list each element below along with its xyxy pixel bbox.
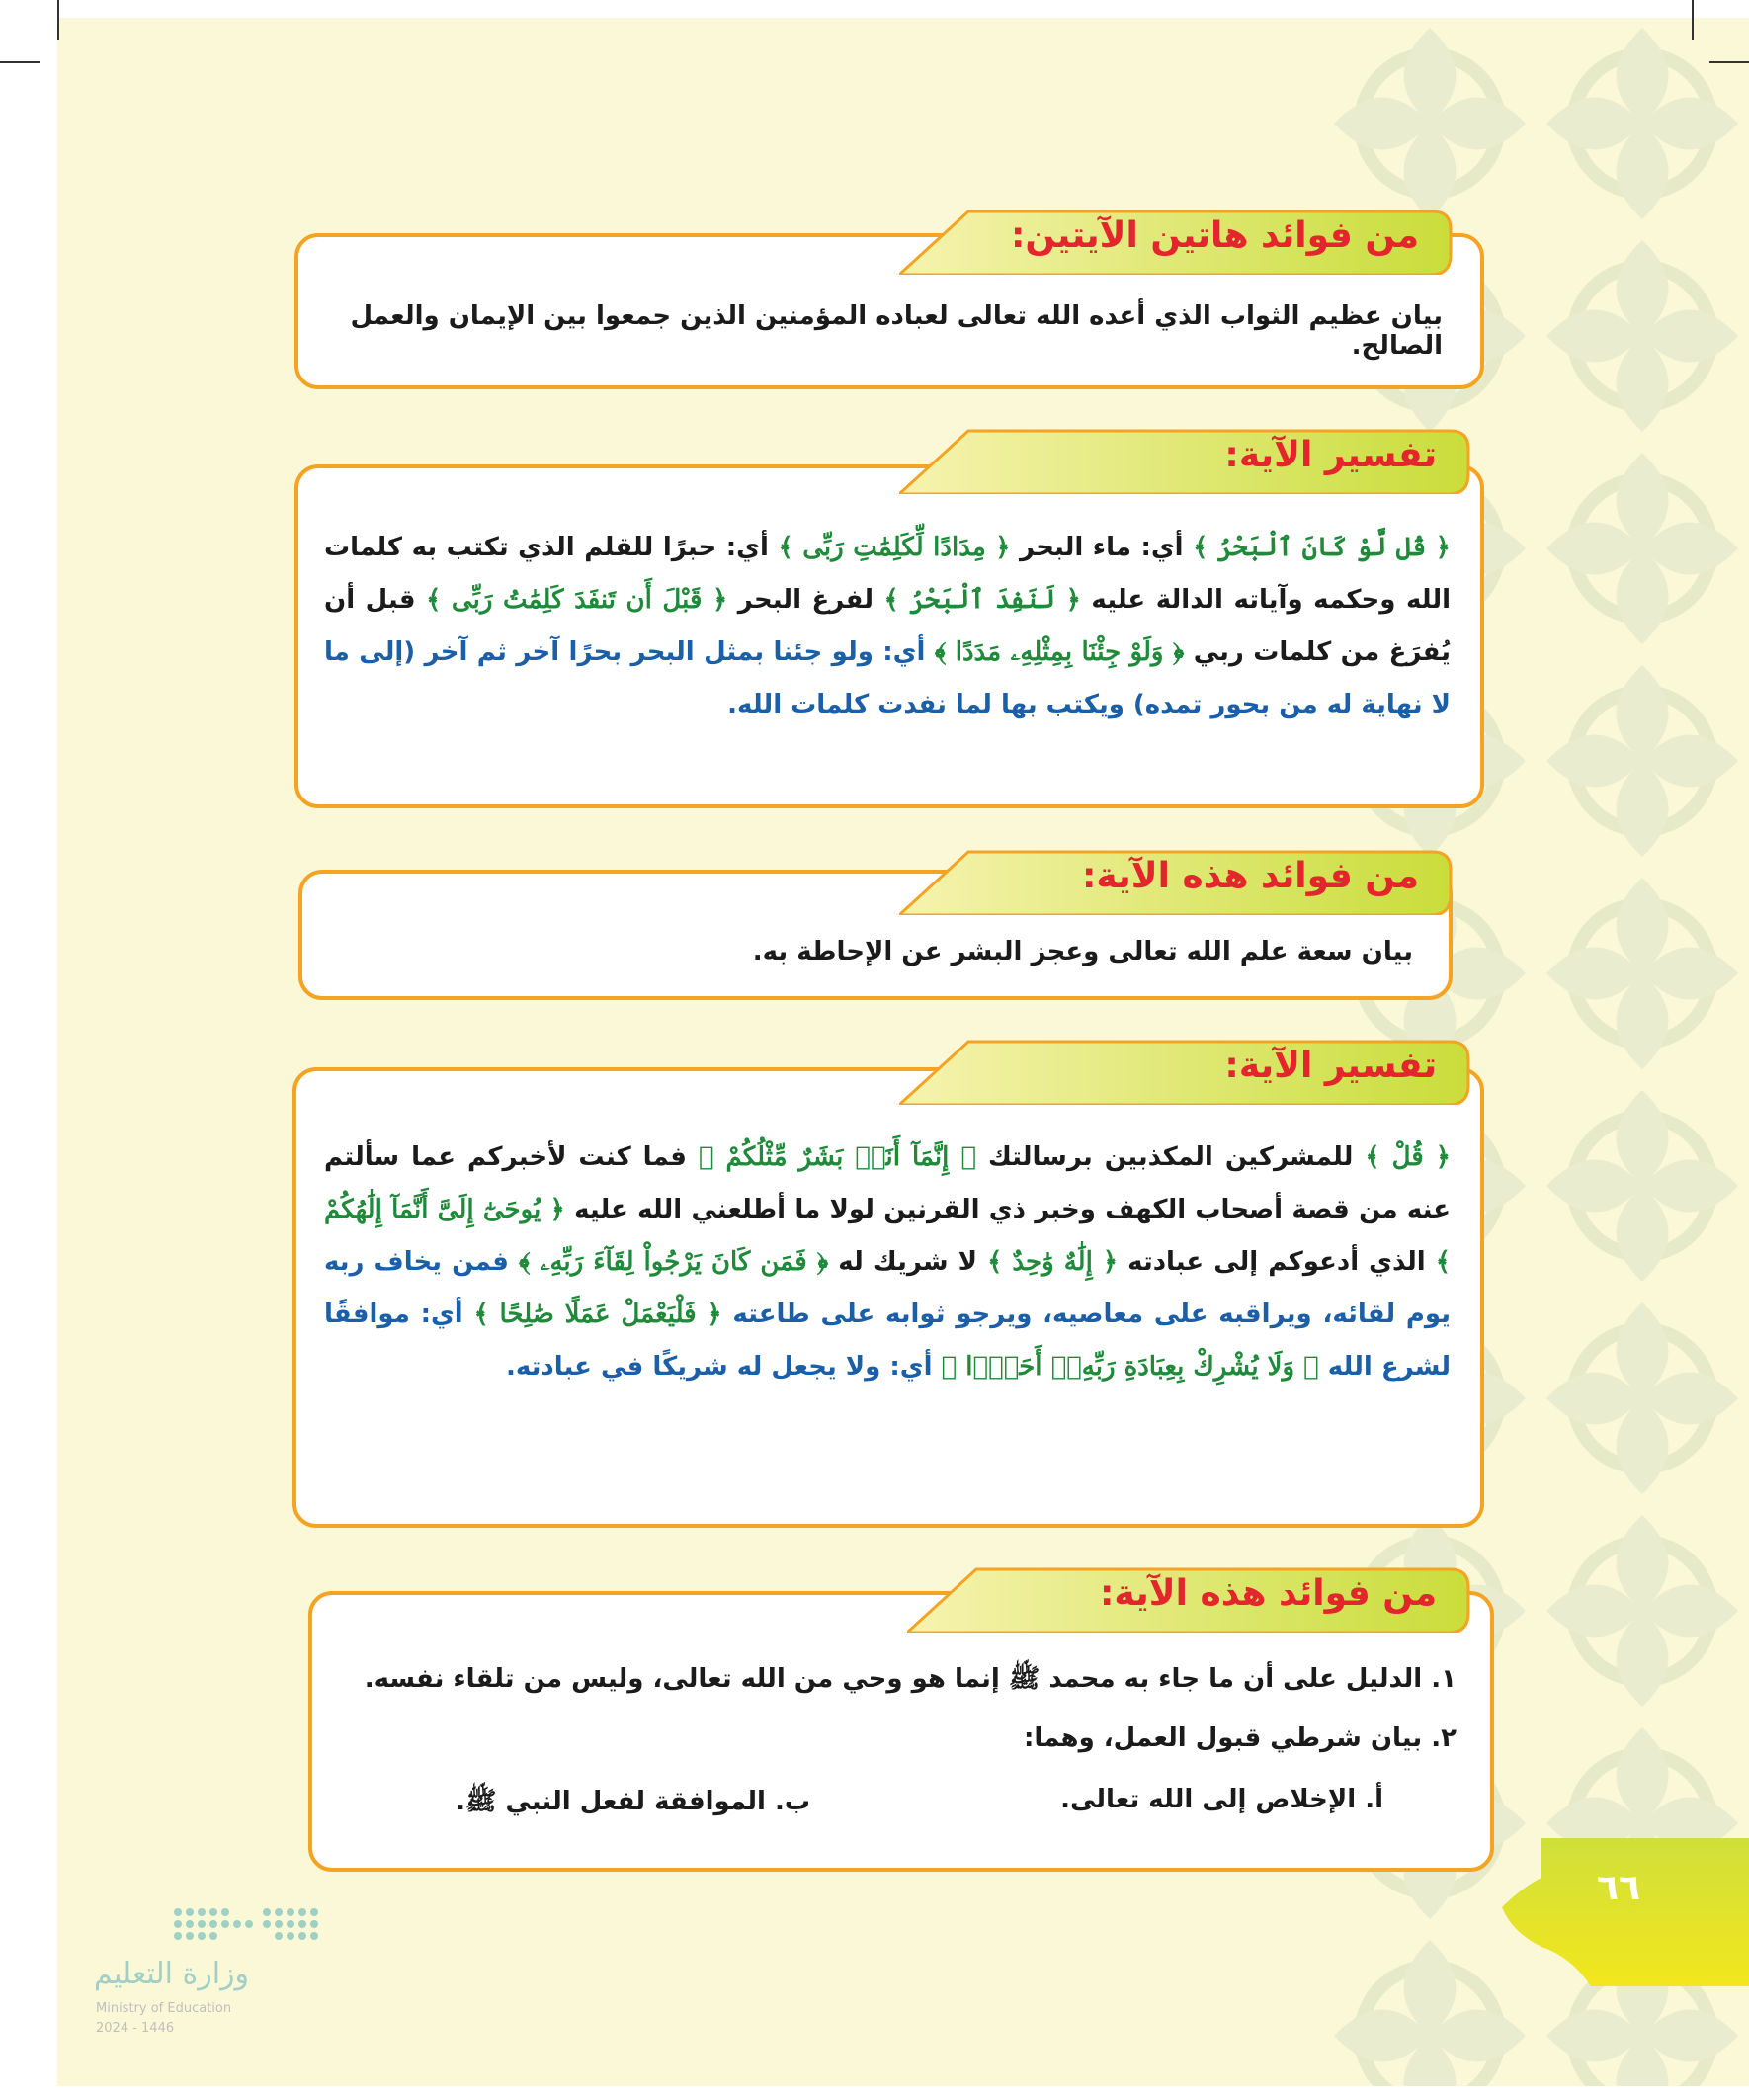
explanation-text: أي: حبرًا للقلم الذي تكتب به كلمات الله وحكمه وآياته الدالة عليه bbox=[324, 533, 1452, 615]
crop-mark bbox=[0, 61, 40, 63]
explanation-text: (إلى ما لا نهاية له من بحور تمده) ويكتب بها لما نفدت كلمات الله. bbox=[324, 637, 1451, 719]
quran-verse: ﴿ وَلَا يُشْرِكْ بِعِبَادَةِ رَبِّهِۦٓ أَحَدًۢا ﴾ bbox=[941, 1352, 1319, 1382]
explanation-text: الذي أدعوكم إلى عبادته bbox=[1118, 1247, 1436, 1277]
explanation-text: لفرغ البحر bbox=[727, 585, 884, 615]
page-number-badge bbox=[1502, 1838, 1749, 1986]
benefit-text: بيان عظيم الثواب الذي أعده الله تعالى لعباده المؤمنين الذين جمعوا بين الإيمان والعمل الصالح. bbox=[350, 301, 1443, 361]
quran-verse: ﴿ وَلَوْ جِئْنَا بِمِثْلِهِۦ مَدَدًا ﴾ bbox=[934, 637, 1185, 667]
explanation-text: أي: ولو جئنا بمثل البحر بحرًا آخر ثم آخر bbox=[415, 637, 935, 667]
crop-mark bbox=[1709, 61, 1749, 63]
section-title-tab bbox=[899, 429, 1470, 494]
page-number: ٦٦ bbox=[1597, 1868, 1640, 1908]
section-title-tab bbox=[899, 1040, 1470, 1105]
logo-dots-icon bbox=[168, 1902, 326, 1952]
ministry-name-arabic: وزارة التعليم bbox=[94, 1957, 250, 1991]
ministry-logo bbox=[94, 1902, 331, 2041]
crop-mark bbox=[1692, 0, 1694, 40]
section-title: تفسير الآية: bbox=[1224, 435, 1437, 475]
sub-item-a: أ. الإخلاص إلى الله تعالى. bbox=[1060, 1785, 1383, 1814]
section-title: من فوائد هذه الآية: bbox=[1082, 856, 1419, 896]
list-item: ١. الدليل على أن ما جاء به محمد ﷺ إنما هو وحي من الله تعالى، وليس من تلقاء نفسه. bbox=[364, 1664, 1457, 1694]
list-item: ٢. بيان شرطي قبول العمل، وهما: bbox=[1023, 1723, 1457, 1753]
explanation-text: أي: ولا يجعل له شريكًا في عبادته. bbox=[506, 1352, 942, 1382]
sub-item-b: ب. الموافقة لفعل النبي ﷺ. bbox=[456, 1787, 810, 1816]
section-title-tab bbox=[907, 1567, 1470, 1633]
explanation-text: لا شريك له bbox=[828, 1247, 988, 1277]
tafsir-paragraph bbox=[324, 522, 1451, 731]
section-title: تفسير الآية: bbox=[1224, 1046, 1437, 1086]
explanation-text: أي: ماء البحر bbox=[1010, 533, 1194, 562]
quran-verse: ﴿ يُوحَىٰٓ إِلَىَّ أَنَّمَآ إِلَٰهُكُمْ ﴾ bbox=[324, 1195, 1451, 1277]
quran-verse: ﴿ إِنَّمَآ أَنَا۠ بَشَرٌ مِّثْلُكُمْ ﴾ bbox=[698, 1142, 976, 1172]
quran-verse: ﴿ قَبْلَ أَن تَنفَدَ كَلِمَٰتُ رَبِّى ﴾ bbox=[426, 585, 728, 615]
benefit-text: بيان سعة علم الله تعالى وعجز البشر عن الإحاطة به. bbox=[752, 937, 1413, 966]
quran-verse: ﴿ إِلَٰهٌ وَٰحِدٌ ﴾ bbox=[987, 1247, 1119, 1277]
quran-verse: ﴿ مِدَادًا لِّكَلِمَٰتِ رَبِّى ﴾ bbox=[778, 533, 1011, 562]
crop-mark bbox=[57, 0, 59, 40]
quran-verse: ﴿ فَلْيَعْمَلْ عَمَلًا صَٰلِحًا ﴾ bbox=[473, 1300, 722, 1329]
explanation-text: للمشركين المكذبين برسالتك bbox=[975, 1142, 1366, 1172]
explanation-text: أي: موافقًا لشرع الله bbox=[324, 1300, 1451, 1382]
explanation-text: فمن يخاف ربه يوم لقائه، ويراقبه على معاصيه، ويرجو ثوابه على طاعته bbox=[324, 1247, 1451, 1329]
quran-verse: ﴿ فَمَن كَانَ يَرْجُواْ لِقَآءَ رَبِّهِۦ ﴾ bbox=[519, 1247, 829, 1277]
explanation-text: فما كنت لأخبركم عما سألتم عنه من قصة أصحاب الكهف وخبر ذي القرنين لولا ما أطلعني الله عليه bbox=[324, 1142, 1451, 1224]
quran-verse: ﴿ قُل لَّوْ كَانَ ٱلْبَحْرُ ﴾ bbox=[1193, 533, 1452, 562]
tafsir-paragraph bbox=[324, 1132, 1451, 1393]
quran-verse: ﴿ لَنَفِدَ ٱلْبَحْرُ ﴾ bbox=[883, 585, 1081, 615]
section-title-tab bbox=[899, 850, 1453, 915]
ministry-name-english: Ministry of Education bbox=[96, 2001, 232, 2016]
quran-verse: ﴿ قُلْ ﴾ bbox=[1365, 1142, 1451, 1172]
section-title-tab bbox=[899, 210, 1453, 275]
section-title: من فوائد هاتين الآيتين: bbox=[1010, 215, 1419, 256]
ministry-year: 2024 - 1446 bbox=[96, 2021, 175, 2036]
explanation-text: قبل أن يُفرَغ من كلمات ربي bbox=[324, 585, 1451, 667]
section-title: من فوائد هذه الآية: bbox=[1100, 1573, 1437, 1614]
